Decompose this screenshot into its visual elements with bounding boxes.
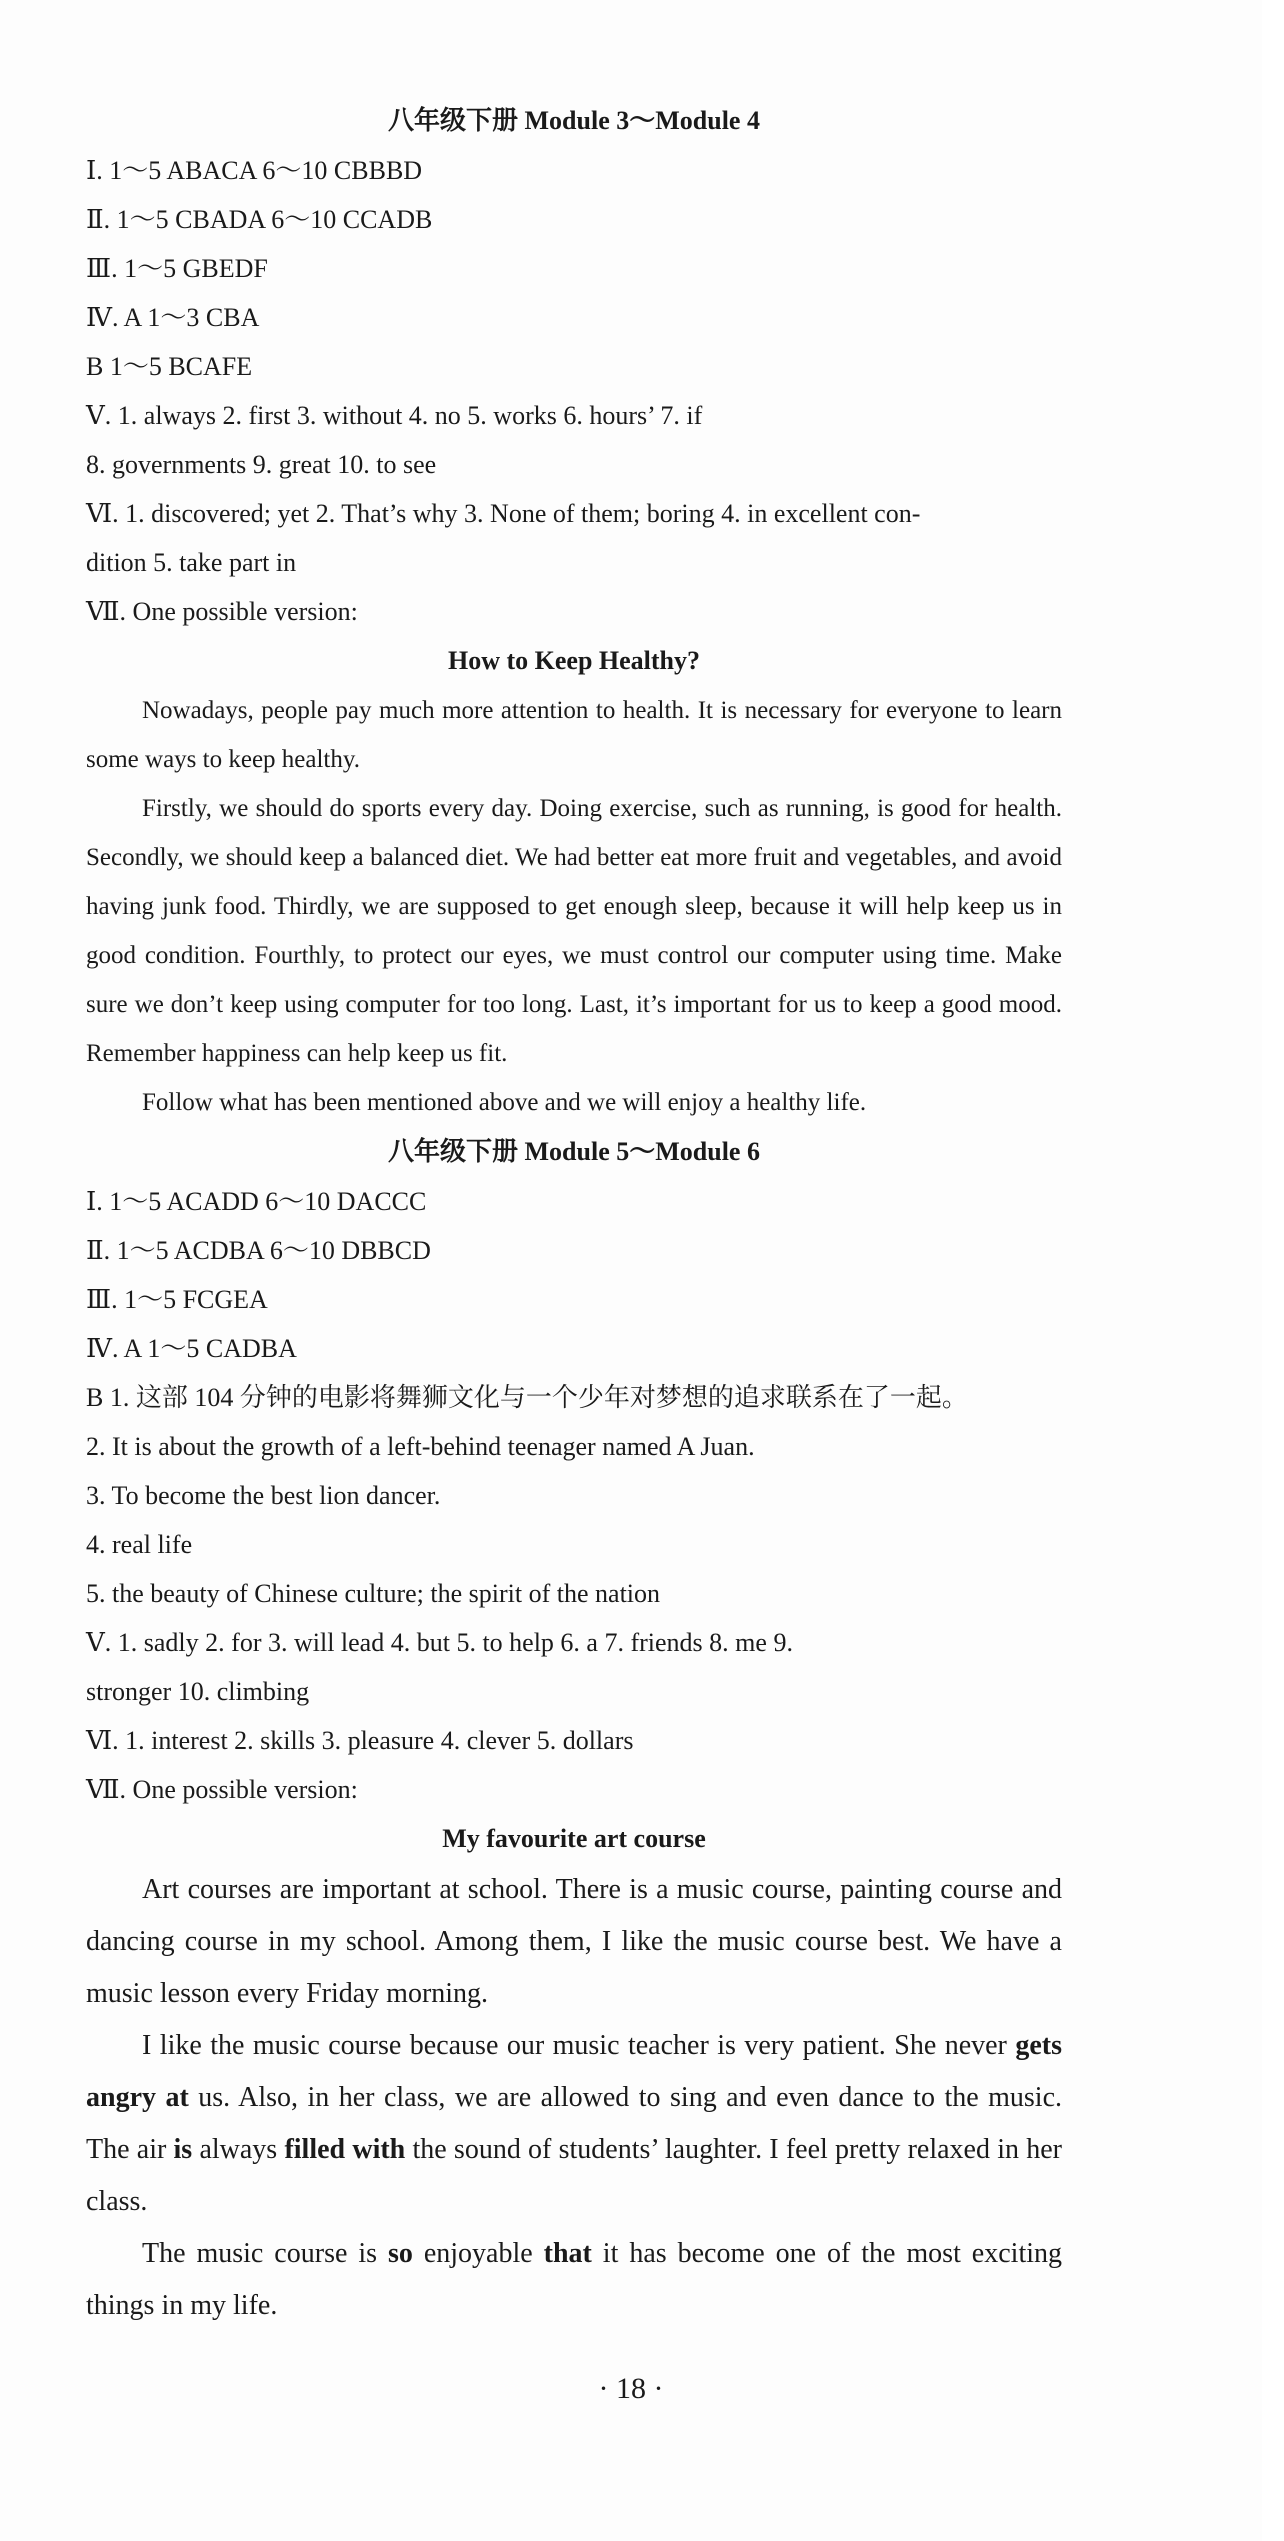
answer-line: B 1. 这部 104 分钟的电影将舞狮文化与一个少年对梦想的追求联系在了一起。 [86,1383,968,1412]
essay-paragraph: Nowadays, people pay much more attention to health. It is necessary for everyone to learn some ways to keep healthy. [86,697,1062,773]
essay-paragraph: Follow what has been mentioned above and we will enjoy a healthy life. [142,1089,867,1116]
bold-phrase: is [173,2134,193,2165]
answer-line: Ⅲ. 1～5 GBEDF [86,254,268,283]
section-module-3-4 [86,96,1062,1127]
answer-line: dition 5. take part in [86,548,297,577]
section-module-5-6 [86,1127,1062,2332]
section-title: 八年级下册 Module 5～Module 6 [388,1137,760,1166]
essay-paragraph: Art courses are important at school. There is a music course, painting course and dancing course in my school. Among them, I like the music course best. We have a music lesson every Friday morning. [86,1874,1062,2009]
answer-line: 2. It is about the growth of a left-behind teenager named A Juan. [86,1432,755,1461]
answer-line: Ⅴ. 1. always 2. first 3. without 4. no 5. works 6. hours’ 7. if [86,401,703,430]
text-run: always [192,2134,285,2165]
bold-phrase: gets angry at [86,2030,1062,2113]
answer-line: 4. real life [86,1530,193,1559]
bold-phrase: filled with [284,2134,406,2165]
answer-line: Ⅶ. One possible version: [86,597,358,626]
text-run: enjoyable [412,2238,544,2269]
answer-line: 8. governments 9. great 10. to see [86,450,437,479]
answer-line: Ⅵ. 1. discovered; yet 2. That’s why 3. None of them; boring 4. in excellent con- [86,499,921,528]
text-run: the sound of students’ laughter. I feel pretty relaxed in her class. [86,2134,1062,2217]
answer-line: 3. To become the best lion dancer. [86,1481,441,1510]
answer-line: stronger 10. climbing [86,1677,310,1706]
essay-paragraph [86,2020,1062,2228]
answer-line: 5. the beauty of Chinese culture; the spirit of the nation [86,1579,661,1608]
text-run: I like the music course because our music teacher is very patient. She never [142,2030,1016,2061]
text-run: us. Also, in her class, we are allowed to sing and even dance to the music. The air [86,2082,1063,2165]
essay-paragraph: Firstly, we should do sports every day. Doing exercise, such as running, is good for health. Secondly, we should keep a balanced diet. We had better eat more fruit and vegetables, and avoid having junk food. Thirdly, we are supposed to get enough sleep, because it will help keep us in good condition. Fourthly, to protect our eyes, we must control our computer using time. Make sure we don’t keep using computer for too long. Last, it’s important for us to keep a good mood. Remember happiness can help keep us fit. [86,795,1062,1067]
bold-phrase: so [387,2238,413,2269]
answer-line: Ⅶ. One possible version: [86,1775,358,1804]
bold-phrase: that [543,2238,592,2269]
answer-line: B 1～5 BCAFE [86,352,253,381]
answer-line: Ⅵ. 1. interest 2. skills 3. pleasure 4. clever 5. dollars [86,1726,634,1755]
essay-title: How to Keep Healthy? [447,646,701,675]
essay-paragraph [86,2228,1062,2332]
essay-title: My favourite art course [442,1824,706,1853]
answer-line: Ⅲ. 1～5 FCGEA [86,1285,268,1314]
text-run: The music course is [142,2238,388,2269]
page-number: · 18 · [598,2372,664,2405]
answer-line: Ⅱ. 1～5 CBADA 6～10 CCADB [86,205,433,234]
answer-line: Ⅴ. 1. sadly 2. for 3. will lead 4. but 5. to help 6. a 7. friends 8. me 9. [86,1628,793,1657]
text-run: it has become one of the most exciting things in my life. [86,2238,1063,2321]
answer-line: Ⅰ. 1～5 ACADD 6～10 DACCC [86,1187,427,1216]
answer-line: Ⅰ. 1～5 ABACA 6～10 CBBBD [86,156,423,185]
essay-body [86,1864,1062,2332]
answer-line: Ⅱ. 1～5 ACDBA 6～10 DBBCD [86,1236,431,1265]
answer-line: Ⅳ. A 1～5 CADBA [86,1334,297,1363]
answer-line: Ⅳ. A 1～3 CBA [86,303,260,332]
section-title: 八年级下册 Module 3～Module 4 [388,106,760,135]
